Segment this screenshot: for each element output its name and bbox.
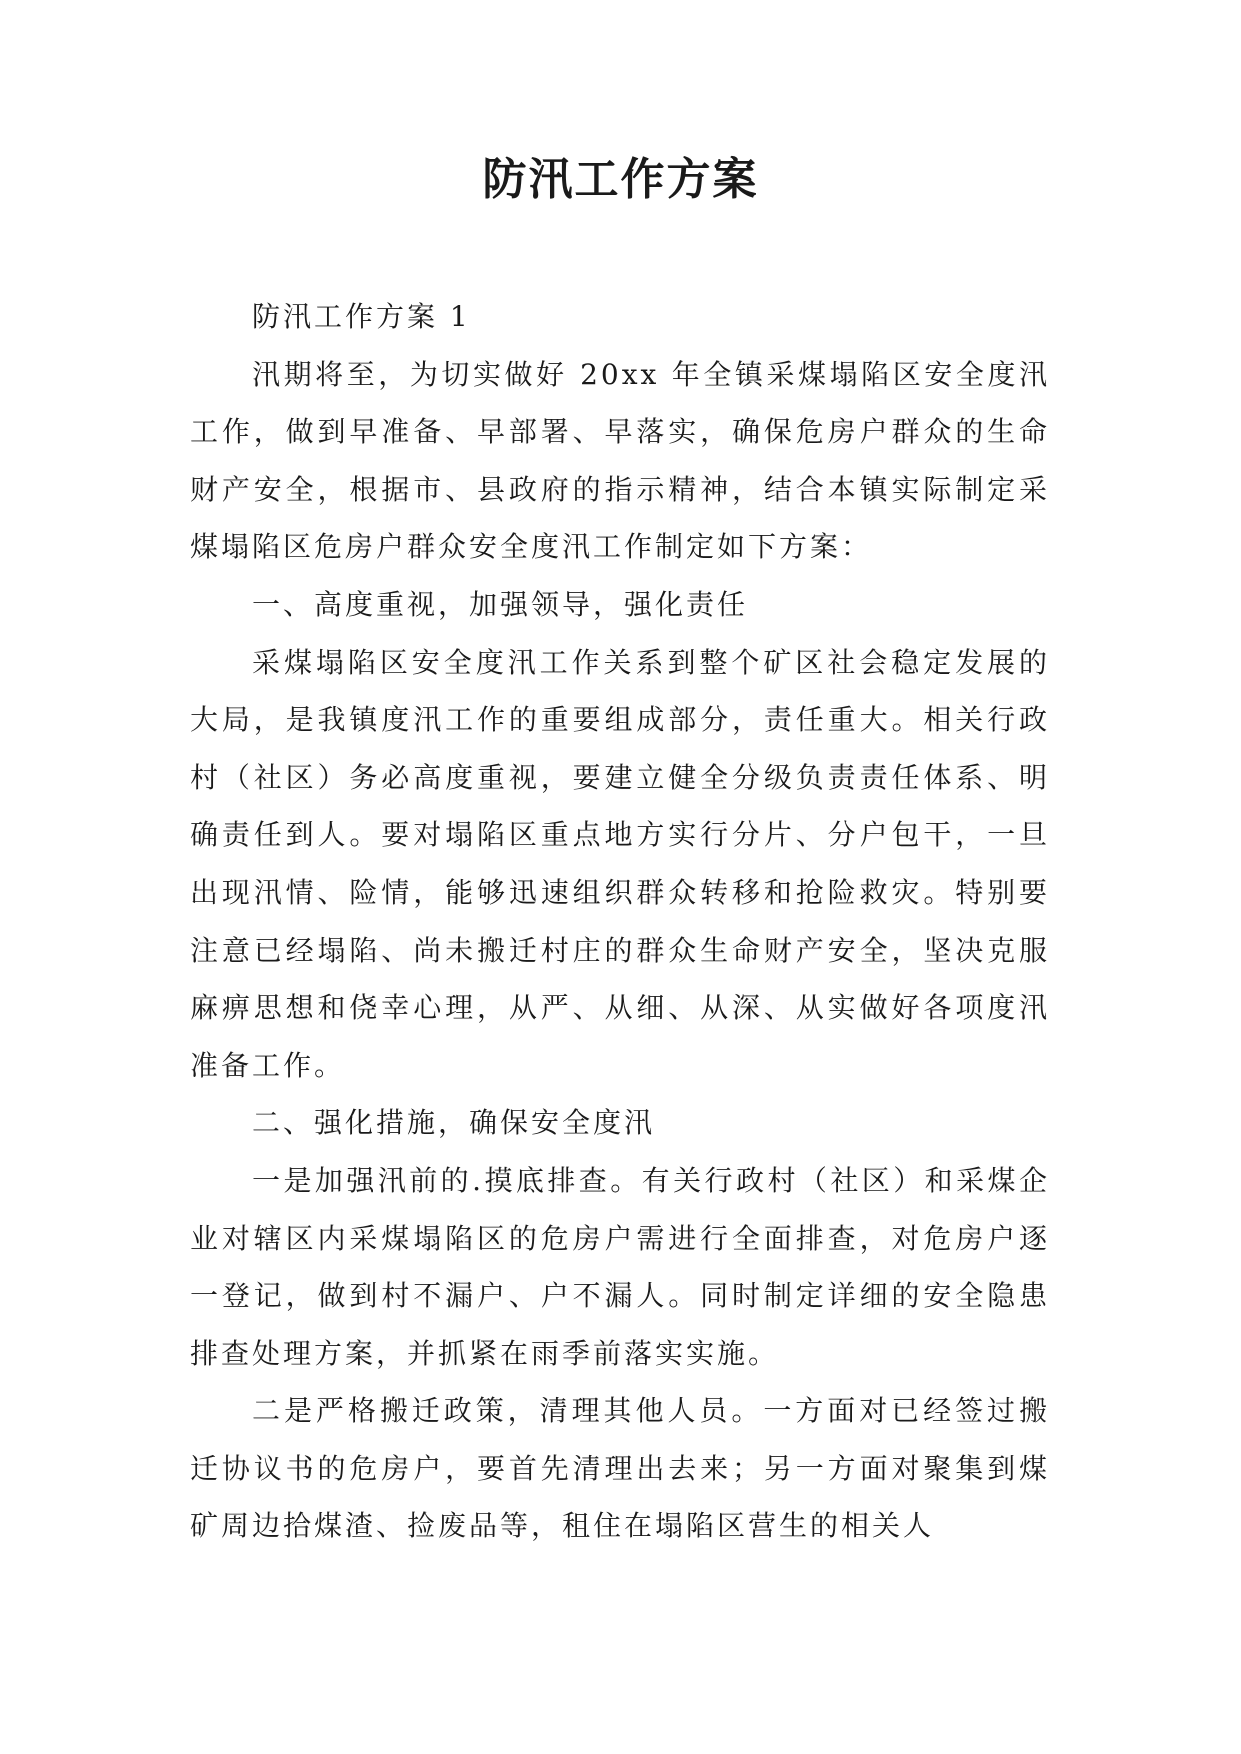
section-1-paragraph: 采煤塌陷区安全度汛工作关系到整个矿区社会稳定发展的大局，是我镇度汛工作的重要组成部分，责任重大。相关行政村（社区）务必高度重视，要建立健全分级负责责任体系、明确责任到人。要对塌陷区重点地方实行分片、分户包干，一旦出现汛情、险情，能够迅速组织群众转移和抢险救灾。特别要注意已经塌陷、尚未搬迁村庄的群众生命财产安全，坚决克服麻痹思想和侥幸心理，从严、从细、从深、从实做好各项度汛准备工作。 (190, 645, 1050, 1082)
document-body (190, 288, 1050, 1555)
intro-paragraph: 汛期将至，为切实做好 20xx 年全镇采煤塌陷区安全度汛工作，做到早准备、早部署、早落实，确保危房户群众的生命财产安全，根据市、县政府的指示精神，结合本镇实际制定采煤塌陷区危房户群众安全度汛工作制定如下方案： (190, 357, 1050, 564)
measure-1-paragraph: 一是加强汛前的.摸底排查。有关行政村（社区）和采煤企业对辖区内采煤塌陷区的危房户需进行全面排查，对危房户逐一登记，做到村不漏户、户不漏人。同时制定详细的安全隐患排查处理方案，并抓紧在雨季前落实实施。 (190, 1163, 1050, 1370)
section-heading-1: 一、高度重视，加强领导，强化责任 (252, 587, 749, 621)
section-heading-2: 二、强化措施，确保安全度汛 (252, 1106, 656, 1140)
plan-heading: 防汛工作方案 1 (252, 300, 471, 333)
document-title: 防汛工作方案 (482, 154, 759, 205)
measure-2-paragraph: 二是严格搬迁政策，清理其他人员。一方面对已经签过搬迁协议书的危房户，要首先清理出去来；另一方面对聚集到煤矿周边拾煤渣、捡废品等，租住在塌陷区营生的相关人 (190, 1394, 1050, 1543)
